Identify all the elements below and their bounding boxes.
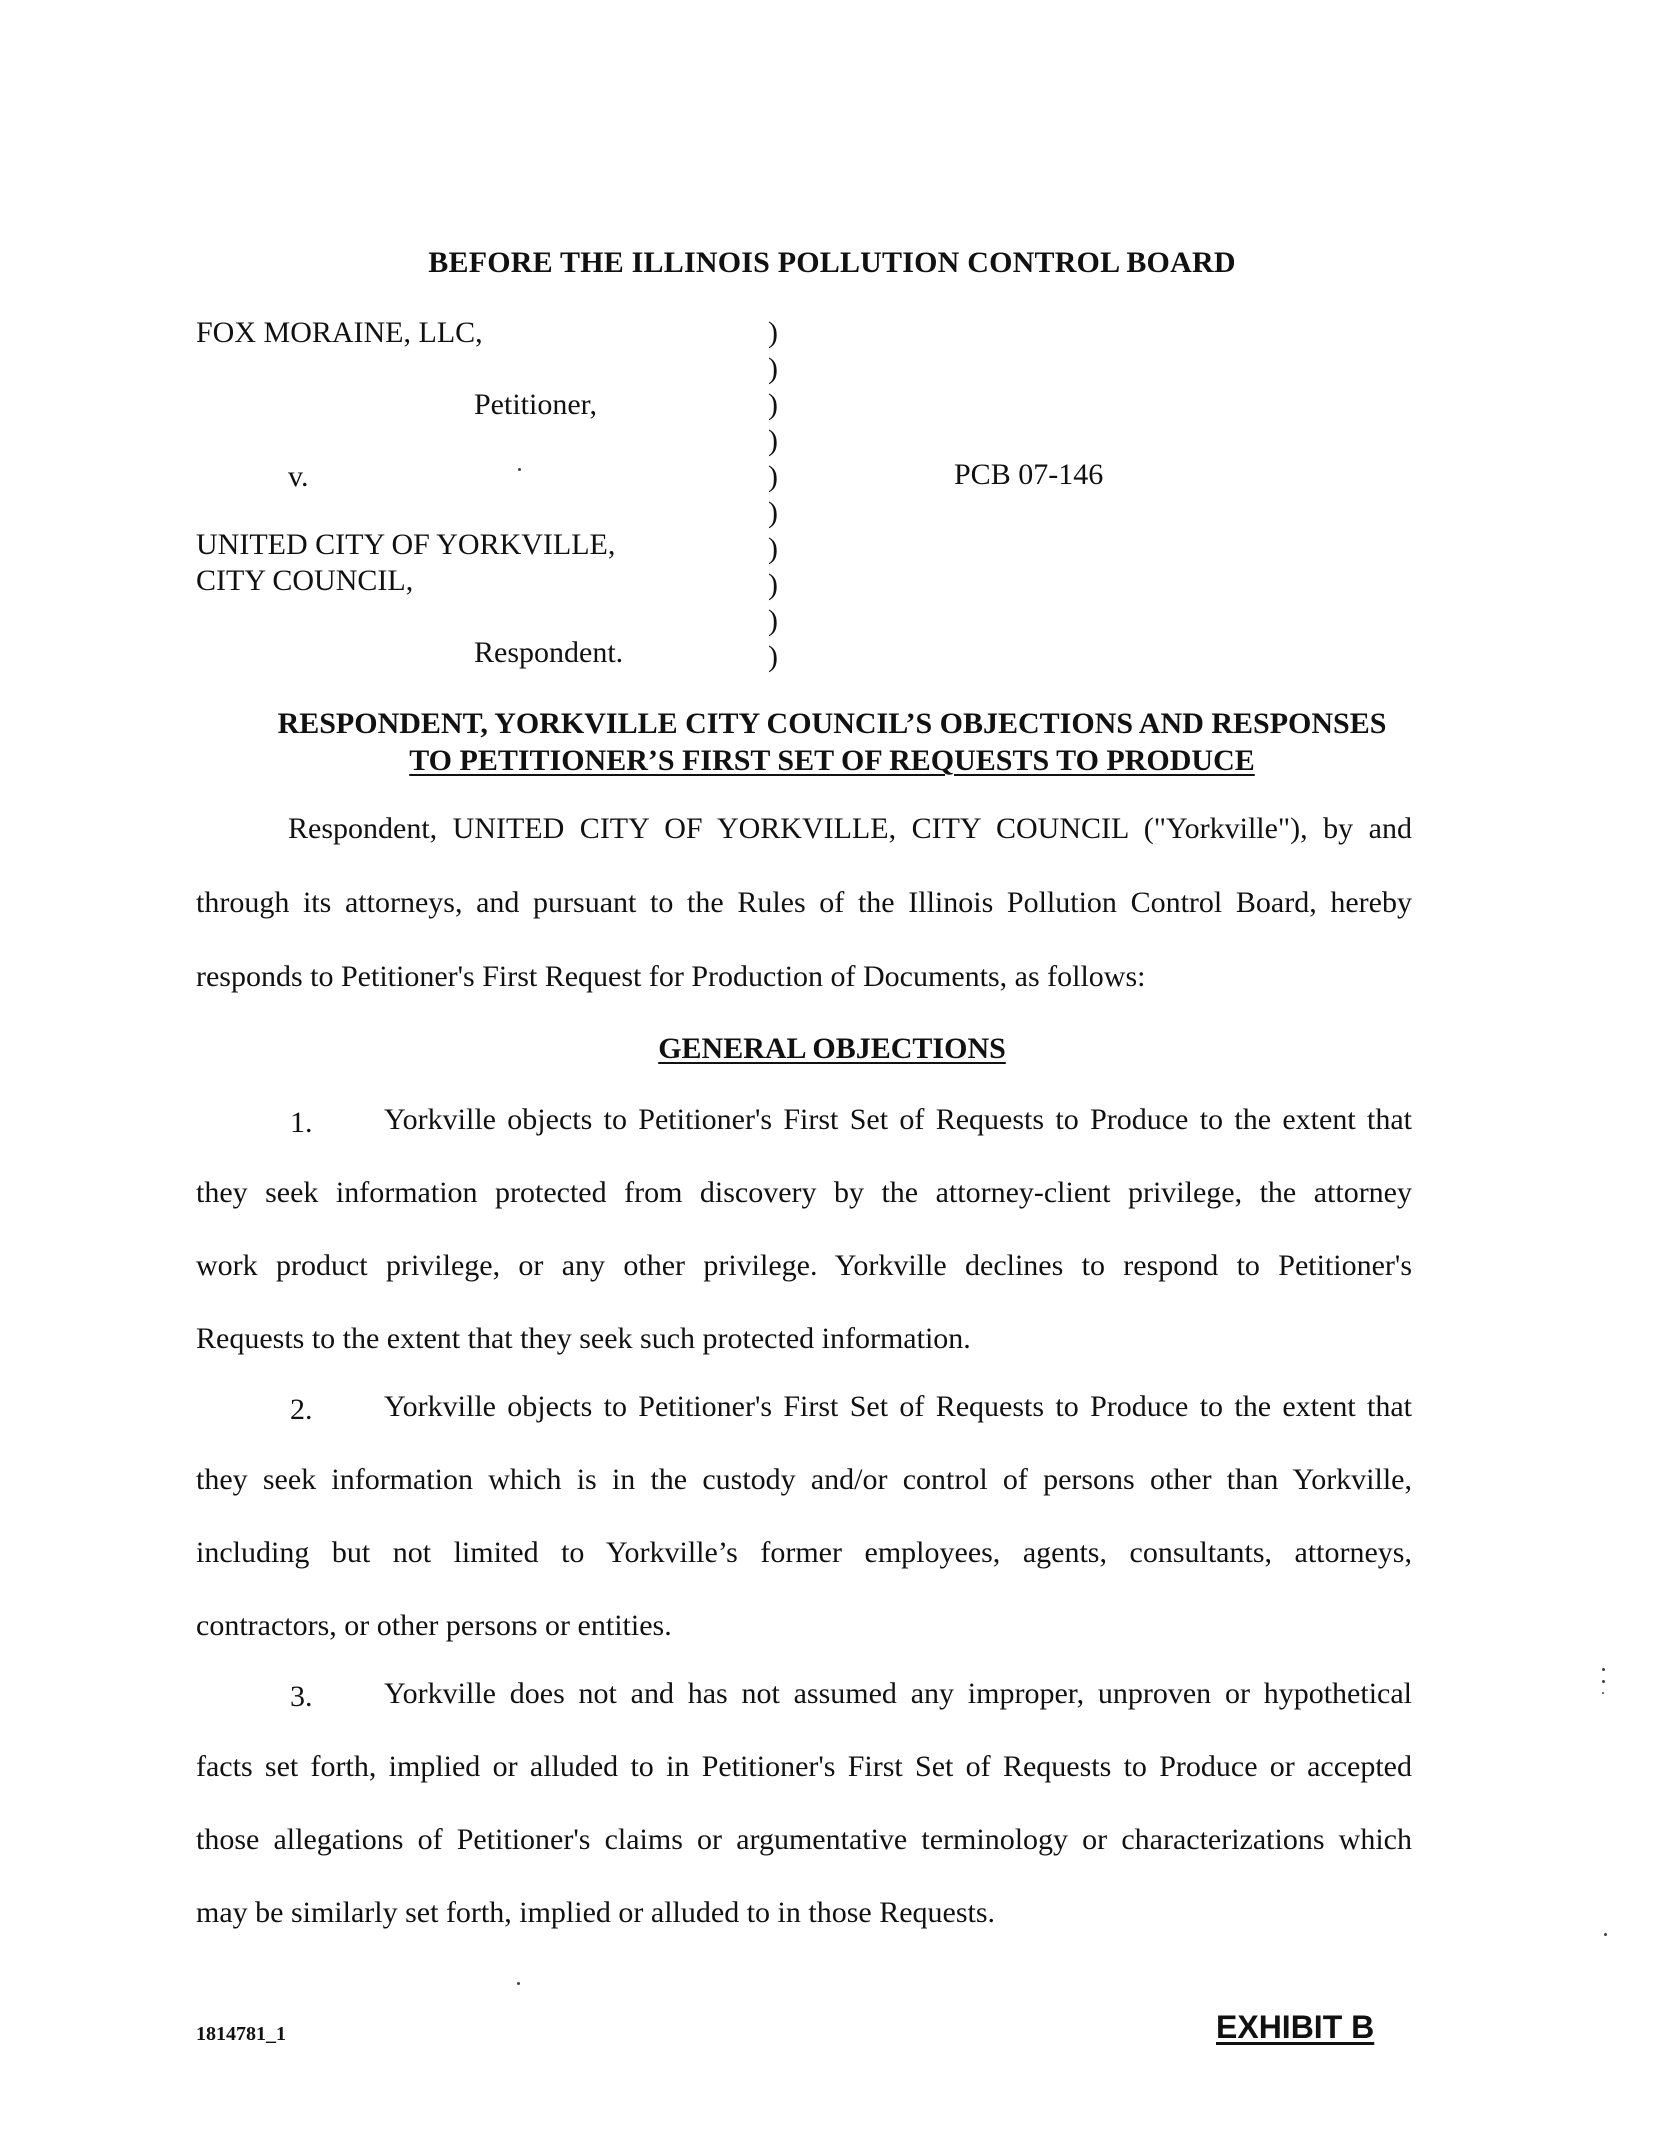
respondent-role: Respondent.	[474, 636, 624, 669]
caption-paren: )	[768, 352, 778, 385]
petitioner-role: Petitioner,	[474, 388, 597, 421]
caption-paren: )	[768, 388, 778, 421]
objection-line-text: including but not limited to Yorkville’s former employees, agents, consultants, attorneys,	[196, 1536, 1412, 1569]
objection-line-text: Yorkville does not and has not assumed any improper, unproven or hypothetical	[384, 1677, 1412, 1710]
intro-line	[288, 812, 1412, 846]
section-heading-text: GENERAL OBJECTIONS	[658, 1032, 1006, 1065]
scan-speck	[1602, 1680, 1605, 1683]
objection-number: 1.	[290, 1106, 313, 1139]
objection-line-text: they seek information protected from discovery by the attorney-client privilege, the attorney	[196, 1176, 1412, 1209]
respondent-name-line1: UNITED CITY OF YORKVILLE,	[196, 528, 616, 561]
objection-line	[384, 1103, 1412, 1137]
intro-line-text: through its attorneys, and pursuant to the Rules of the Illinois Pollution Control Board, hereby	[196, 886, 1412, 919]
caption-paren: )	[768, 568, 778, 601]
petitioner-name: FOX MORAINE, LLC,	[196, 316, 483, 349]
objection-line-text: those allegations of Petitioner's claims or argumentative terminology or characterizations which	[196, 1823, 1412, 1856]
document-title-line2-text: TO PETITIONER’S FIRST SET OF REQUESTS TO PRODUCE	[409, 744, 1255, 777]
objection-line	[196, 1249, 1412, 1283]
objection-line	[196, 1823, 1412, 1857]
objection-line	[196, 1750, 1412, 1784]
versus: v.	[288, 460, 309, 493]
scan-speck	[517, 1982, 520, 1985]
caption-paren: )	[768, 532, 778, 565]
intro-line	[196, 886, 1412, 920]
document-id: 1814781_1	[196, 2023, 286, 2045]
scan-speck	[1602, 1692, 1604, 1694]
document-title-line1: RESPONDENT, YORKVILLE CITY COUNCIL’S OBJECTIONS AND RESPONSES	[277, 707, 1387, 740]
intro-line: responds to Petitioner's First Request for Production of Documents, as follows:	[196, 960, 1146, 993]
objection-line	[384, 1390, 1412, 1424]
respondent-name-line2: CITY COUNCIL,	[196, 564, 414, 597]
objection-line	[384, 1677, 1412, 1711]
objection-line: contractors, or other persons or entities.	[196, 1609, 672, 1642]
case-number: PCB 07-146	[954, 458, 1104, 491]
exhibit-label: EXHIBIT B	[1216, 2009, 1375, 2045]
objection-line-text: facts set forth, implied or alluded to in Petitioner's First Set of Requests to Produce or accepted	[196, 1750, 1412, 1783]
objection-line-text: they seek information which is in the custody and/or control of persons other than Yorkville,	[196, 1463, 1412, 1496]
caption-paren: )	[768, 316, 778, 349]
document-title-line2	[0, 744, 1664, 778]
court-heading: BEFORE THE ILLINOIS POLLUTION CONTROL BOARD	[428, 246, 1236, 279]
scan-speck	[518, 468, 521, 471]
intro-line-text: Respondent, UNITED CITY OF YORKVILLE, CITY COUNCIL ("Yorkville"), by and	[288, 812, 1412, 845]
objection-line-text: work product privilege, or any other privilege. Yorkville declines to respond to Petitioner's	[196, 1249, 1412, 1282]
scan-speck	[1604, 1933, 1607, 1936]
objection-line	[196, 1176, 1412, 1210]
objection-number: 3.	[290, 1680, 313, 1713]
scan-speck	[1602, 1668, 1605, 1671]
caption-paren: )	[768, 424, 778, 457]
objection-line: Requests to the extent that they seek such protected information.	[196, 1322, 971, 1355]
objection-line: may be similarly set forth, implied or alluded to in those Requests.	[196, 1896, 996, 1929]
objection-line-text: Yorkville objects to Petitioner's First Set of Requests to Produce to the extent that	[384, 1103, 1412, 1136]
objection-number: 2.	[290, 1393, 313, 1426]
section-heading	[0, 1032, 1664, 1066]
objection-line	[196, 1536, 1412, 1570]
objection-line-text: Yorkville objects to Petitioner's First Set of Requests to Produce to the extent that	[384, 1390, 1412, 1423]
caption-paren: )	[768, 496, 778, 529]
caption-paren: )	[768, 640, 778, 673]
caption-paren: )	[768, 460, 778, 493]
caption-paren: )	[768, 604, 778, 637]
objection-line	[196, 1463, 1412, 1497]
